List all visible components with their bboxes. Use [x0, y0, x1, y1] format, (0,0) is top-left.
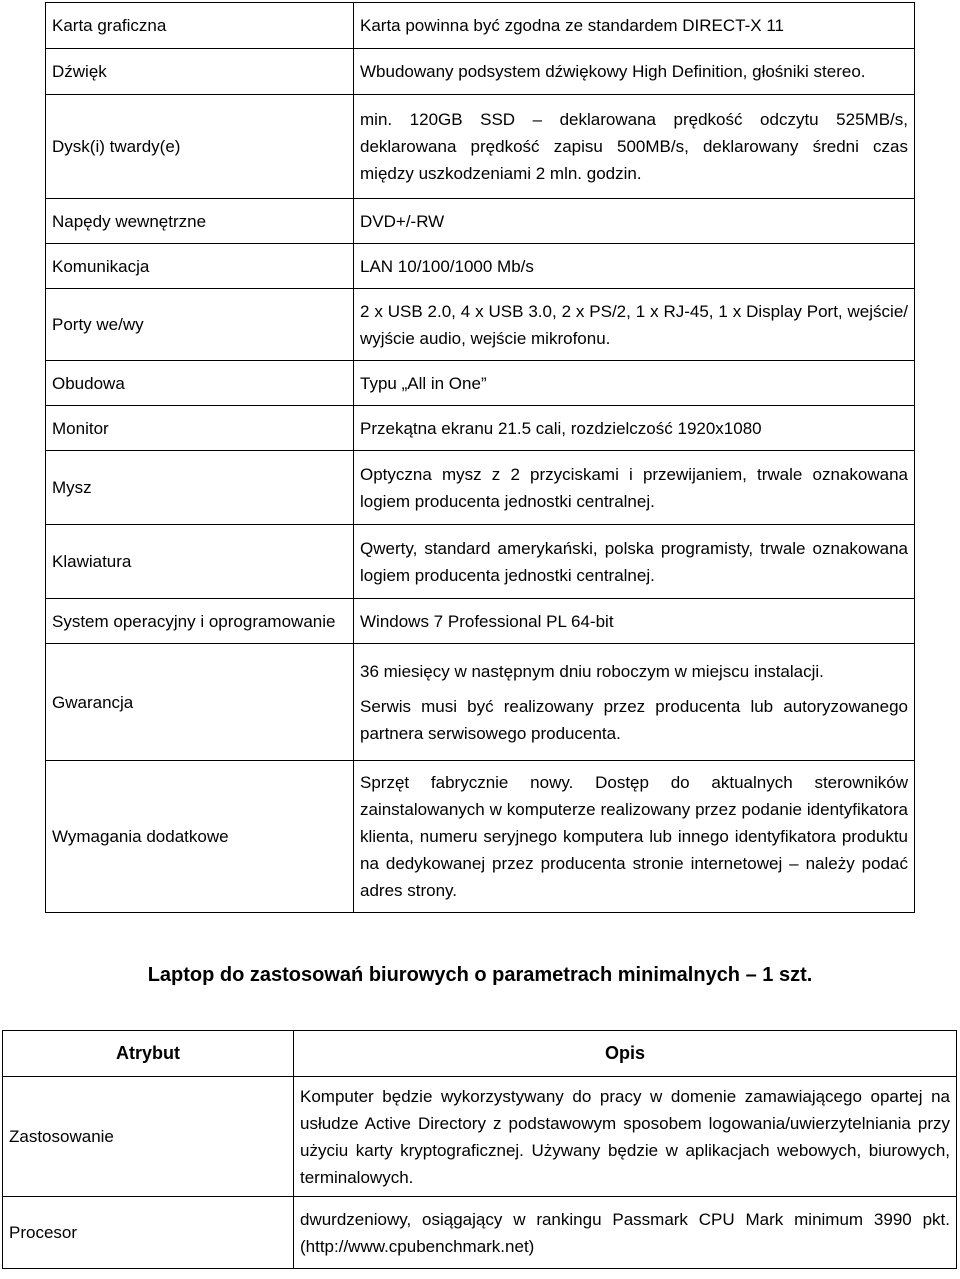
- table-row: [46, 599, 915, 644]
- row-value-line: Karta powinna być zgodna ze standardem DIRECT-X 11: [360, 16, 784, 35]
- table-row: [46, 49, 915, 95]
- row-value-line: 36 miesięcy w następnym dniu roboczym w miejscu instalacji.: [360, 661, 824, 681]
- table-row: [46, 761, 915, 913]
- row-value-line: Typu „All in One”: [360, 373, 487, 393]
- table-row: [46, 95, 915, 199]
- row-value-line: 2 x USB 2.0, 4 x USB 3.0, 2 x PS/2, 1 x RJ-45, 1 x Display Port, wejście/ wyjście audio, wejście mikrofonu.: [360, 301, 908, 348]
- row-key: Klawiatura: [46, 525, 354, 599]
- section-heading: Laptop do zastosowań biurowych o parametrach minimalnych – 1 szt.: [147, 964, 813, 986]
- row-value: [354, 95, 915, 199]
- row-key: Procesor: [3, 1197, 294, 1269]
- row-value-line: DVD+/-RW: [360, 211, 445, 231]
- row-value: [354, 451, 915, 525]
- row-value-line: min. 120GB SSD – deklarowana prędkość odczytu 525MB/s, deklarowana prędkość zapisu 500MB/s, deklarowany średni czas między uszkodzeniami 2 mln. godzin.: [360, 110, 908, 183]
- row-key: Gwarancja: [46, 644, 354, 761]
- table-row: [46, 3, 915, 49]
- row-value-line: Wbudowany podsystem dźwiękowy High Definition, głośniki stereo.: [360, 62, 866, 81]
- row-value-line: Optyczna mysz z 2 przyciskami i przewijaniem, trwale oznakowana logiem producenta jednostki centralnej.: [360, 464, 908, 511]
- table-row: [46, 289, 915, 361]
- row-key: Komunikacja: [46, 244, 354, 289]
- row-value: [354, 289, 915, 361]
- row-key: Obudowa: [46, 361, 354, 406]
- row-key: Wymagania dodatkowe: [46, 761, 354, 913]
- table-row: [46, 644, 915, 761]
- row-value: [354, 244, 915, 289]
- table-row: [46, 451, 915, 525]
- table-row: [46, 199, 915, 244]
- row-value-line: Przekątna ekranu 21.5 cali, rozdzielczość 1920x1080: [360, 418, 762, 438]
- row-value-line: Windows 7 Professional PL 64-bit: [360, 611, 614, 631]
- row-value-line: Komputer będzie wykorzystywany do pracy w domenie zamawiającego opartej na usłudze Active Directory z podstawowym sposobem logowania/uwierzytelniania przy użyciu karty kryptograficznej. Używany będzie w aplikacjach webowych, biurowych, terminalowych.: [300, 1086, 950, 1187]
- row-value: [354, 406, 915, 451]
- row-key: Zastosowanie: [3, 1077, 294, 1197]
- row-value: [354, 599, 915, 644]
- table-row: [46, 406, 915, 451]
- row-value: [354, 199, 915, 244]
- row-key: System operacyjny i oprogramowanie: [46, 599, 354, 644]
- column-header-description: Opis: [294, 1031, 957, 1077]
- row-value-line: dwurdzeniowy, osiągający w rankingu Passmark CPU Mark minimum 3990 pkt. (http://www.cpubenchmark.net): [300, 1209, 950, 1256]
- row-value: [354, 525, 915, 599]
- row-key: Porty we/wy: [46, 289, 354, 361]
- table-header-row: [3, 1031, 957, 1077]
- row-key: Napędy wewnętrzne: [46, 199, 354, 244]
- row-key: Mysz: [46, 451, 354, 525]
- table-row: [46, 525, 915, 599]
- row-value: [354, 49, 915, 95]
- table-row: [3, 1077, 957, 1197]
- row-value-line: Serwis musi być realizowany przez producenta lub autoryzowanego partnera serwisowego producenta.: [360, 696, 908, 743]
- spec-table-desktop: [45, 2, 915, 913]
- table-row: [46, 244, 915, 289]
- row-key: Dysk(i) twardy(e): [46, 95, 354, 199]
- row-value: [354, 3, 915, 49]
- row-key: Monitor: [46, 406, 354, 451]
- row-value: [354, 761, 915, 913]
- spec-table-laptop: [2, 1030, 957, 1269]
- table-row: [3, 1197, 957, 1269]
- column-header-attribute: Atrybut: [3, 1031, 294, 1077]
- row-value-line: Qwerty, standard amerykański, polska programisty, trwale oznakowana logiem producenta jednostki centralnej.: [360, 538, 908, 585]
- row-value: [294, 1077, 957, 1197]
- row-value: [354, 644, 915, 761]
- row-key: Karta graficzna: [46, 3, 354, 49]
- row-key: Dźwięk: [46, 49, 354, 95]
- table-row: [46, 361, 915, 406]
- row-value: [294, 1197, 957, 1269]
- row-value-line: LAN 10/100/1000 Mb/s: [360, 256, 534, 276]
- row-value: [354, 361, 915, 406]
- row-value-line: Sprzęt fabrycznie nowy. Dostęp do aktualnych sterowników zainstalowanych w komputerze realizowany przez podanie identyfikatora klienta, numeru seryjnego komputera lub innego identyfikatora produktu na dedykowanej przez producenta stronie internetowej – należy podać adres strony.: [360, 773, 908, 900]
